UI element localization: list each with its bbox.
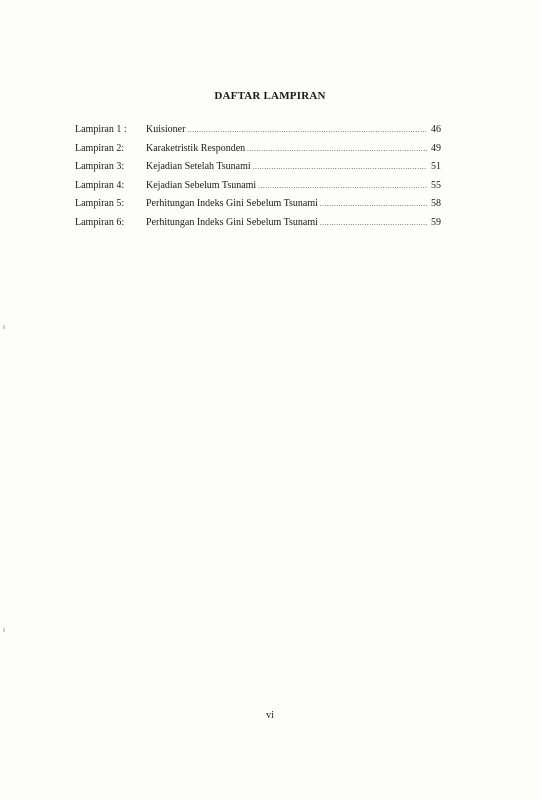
appendix-title: Perhitungan Indeks Gini Sebelum Tsunami	[146, 216, 318, 228]
appendix-label: Lampiran 6:	[75, 216, 125, 228]
dot-leader	[320, 200, 427, 208]
appendix-label: Lampiran 3:	[75, 161, 125, 172]
list-item	[75, 180, 441, 199]
list-item	[75, 124, 441, 143]
page-title: DAFTAR LAMPIRAN	[214, 90, 326, 102]
scan-edge-mark	[3, 325, 5, 329]
dot-leader	[258, 182, 427, 190]
dot-leader	[247, 145, 427, 153]
appendix-label: Lampiran 2:	[75, 142, 125, 154]
appendix-page-number: 55	[431, 179, 441, 191]
appendix-list	[75, 124, 441, 235]
appendix-page-number: 49	[431, 142, 441, 154]
appendix-title: Kejadian Sebelum Tsunami	[146, 179, 257, 191]
list-item	[75, 143, 441, 162]
appendix-label: Lampiran 4:	[75, 179, 125, 191]
dot-leader	[253, 163, 427, 171]
appendix-page-number: 58	[431, 198, 441, 209]
page-number: vi	[266, 710, 274, 721]
appendix-title: Perhitungan Indeks Gini Sebelum Tsunami	[146, 198, 318, 209]
dot-leader	[320, 219, 427, 227]
list-item	[75, 198, 441, 217]
appendix-title: Karaketristik Responden	[146, 142, 246, 154]
appendix-title: Kuisioner	[146, 124, 186, 135]
list-item	[75, 217, 441, 236]
scan-edge-mark	[3, 628, 5, 632]
appendix-page-number: 59	[431, 216, 441, 228]
appendix-page-number: 46	[431, 124, 441, 135]
appendix-title: Kejadian Setelah Tsunami	[146, 161, 251, 172]
list-item	[75, 161, 441, 180]
appendix-page-number: 51	[431, 161, 441, 172]
appendix-label: Lampiran 5:	[75, 198, 125, 209]
appendix-label: Lampiran 1 :	[75, 124, 127, 135]
dot-leader	[187, 126, 427, 134]
